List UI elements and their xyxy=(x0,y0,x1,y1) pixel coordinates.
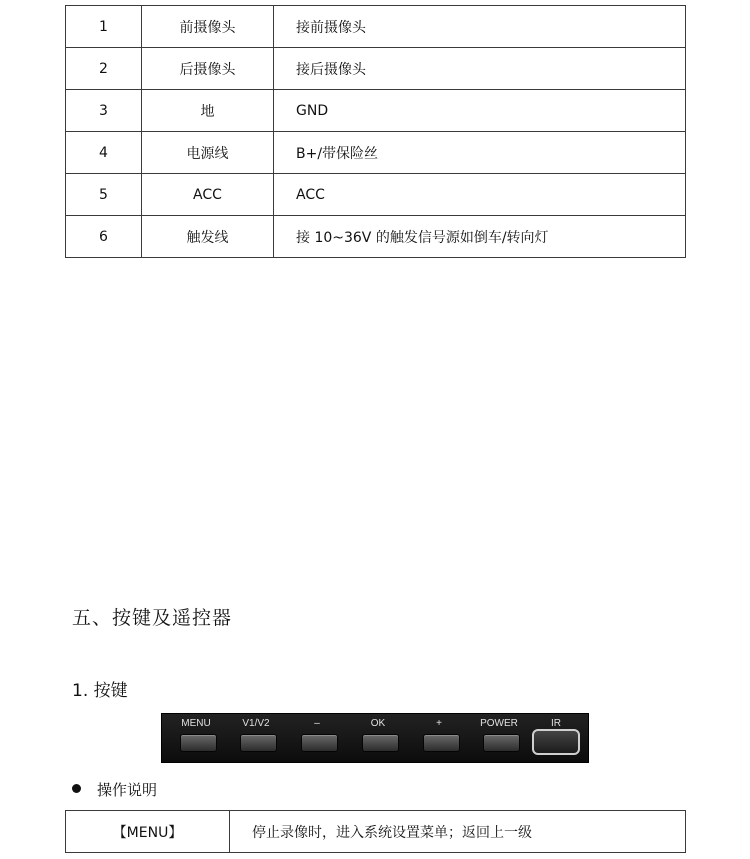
button-key xyxy=(423,734,460,752)
row-number: 5 xyxy=(66,174,142,216)
button-label: – xyxy=(314,718,320,729)
button-label: OK xyxy=(370,718,386,729)
button-panel-photo xyxy=(161,713,589,763)
button-key xyxy=(301,734,338,752)
wiring-table xyxy=(65,5,686,258)
wire-name: 电源线 xyxy=(142,132,274,174)
button-label: POWER xyxy=(480,718,518,729)
ir-receiver-window xyxy=(532,729,580,755)
button-label: + xyxy=(436,718,442,729)
table-row xyxy=(66,216,686,258)
wire-name: 地 xyxy=(142,90,274,132)
table-row xyxy=(66,174,686,216)
wire-name: ACC xyxy=(142,174,274,216)
wire-name: 触发线 xyxy=(142,216,274,258)
table-row xyxy=(66,132,686,174)
row-number: 3 xyxy=(66,90,142,132)
row-number: 4 xyxy=(66,132,142,174)
wire-description: 接 10~36V 的触发信号源如倒车/转向灯 xyxy=(274,216,686,258)
table-row xyxy=(66,811,686,853)
ok-button xyxy=(356,714,400,764)
v1-v2-button xyxy=(234,714,278,764)
button-key xyxy=(180,734,217,752)
table-row xyxy=(66,90,686,132)
wire-description: GND xyxy=(274,90,686,132)
wire-name: 后摄像头 xyxy=(142,48,274,90)
wire-description: 接后摄像头 xyxy=(274,48,686,90)
plus-button xyxy=(417,714,461,764)
wire-description: ACC xyxy=(274,174,686,216)
bullet-item xyxy=(72,779,157,800)
table-row xyxy=(66,6,686,48)
wire-description: 接前摄像头 xyxy=(274,6,686,48)
section-heading: 五、按键及遥控器 xyxy=(72,607,233,629)
ir-label: IR xyxy=(551,718,561,729)
key-description: 停止录像时，进入系统设置菜单；返回上一级 xyxy=(230,811,686,853)
button-key xyxy=(362,734,399,752)
menu-button xyxy=(174,714,218,764)
button-key xyxy=(483,734,520,752)
button-label: V1/V2 xyxy=(242,718,270,729)
wire-description: B+/带保险丝 xyxy=(274,132,686,174)
key-name: 【MENU】 xyxy=(66,811,230,853)
bullet-text: 操作说明 xyxy=(97,781,158,799)
button-label: MENU xyxy=(181,718,211,729)
row-number: 2 xyxy=(66,48,142,90)
table-row xyxy=(66,48,686,90)
button-key xyxy=(240,734,277,752)
row-number: 1 xyxy=(66,6,142,48)
row-number: 6 xyxy=(66,216,142,258)
operation-table xyxy=(65,810,686,853)
minus-button xyxy=(295,714,339,764)
wire-name: 前摄像头 xyxy=(142,6,274,48)
power-button xyxy=(477,714,521,764)
sub-heading: 1. 按键 xyxy=(72,681,128,701)
bullet-icon xyxy=(72,784,81,793)
